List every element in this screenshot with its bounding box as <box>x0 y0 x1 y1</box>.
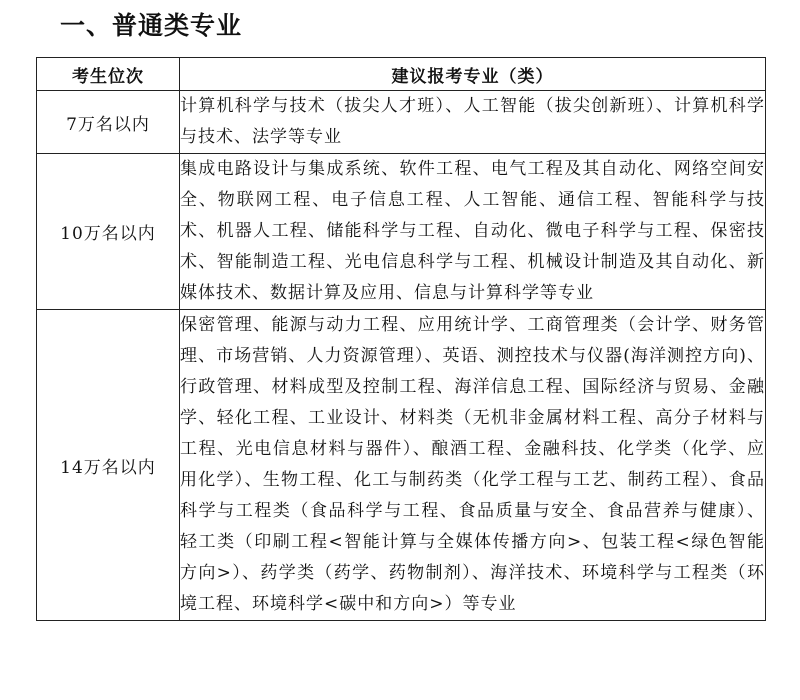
majors-cell: 计算机科学与技术（拔尖人才班）、人工智能（拔尖创新班）、计算机科学与技术、法学等专业 <box>180 91 766 154</box>
rank-cell: 10万名以内 <box>37 154 180 310</box>
majors-cell: 保密管理、能源与动力工程、应用统计学、工商管理类（会计学、财务管理、市场营销、人力资源管理）、英语、测控技术与仪器(海洋测控方向)、行政管理、材料成型及控制工程、海洋信息工程、国际经济与贸易、金融学、轻化工程、工业设计、材料类（无机非金属材料工程、高分子材料与工程、光电信息材料与器件）、酿酒工程、金融科技、化学类（化学、应用化学）、生物工程、化工与制药类（化学工程与工艺、制药工程）、食品科学与工程类（食品科学与工程、食品质量与安全、食品营养与健康）、轻工类（印刷工程<智能计算与全媒体传播方向>、包装工程<绿色智能方向>）、药学类（药学、药物制剂）、海洋技术、环境科学与工程类（环境工程、环境科学<碳中和方向>）等专业 <box>180 310 766 621</box>
majors-table <box>36 57 766 621</box>
table-row <box>37 154 766 310</box>
page-title: 一、普通类专业 <box>60 11 243 40</box>
header-majors: 建议报考专业（类） <box>180 58 766 91</box>
table-header-row <box>37 58 766 91</box>
header-rank: 考生位次 <box>37 58 180 91</box>
majors-cell: 集成电路设计与集成系统、软件工程、电气工程及其自动化、网络空间安全、物联网工程、电子信息工程、人工智能、通信工程、智能科学与技术、机器人工程、储能科学与工程、自动化、微电子科学与工程、保密技术、智能制造工程、光电信息科学与工程、机械设计制造及其自动化、新媒体技术、数据计算及应用、信息与计算科学等专业 <box>180 154 766 310</box>
table-row <box>37 91 766 154</box>
table-row <box>37 310 766 621</box>
rank-cell: 7万名以内 <box>37 91 180 154</box>
rank-cell: 14万名以内 <box>37 310 180 621</box>
